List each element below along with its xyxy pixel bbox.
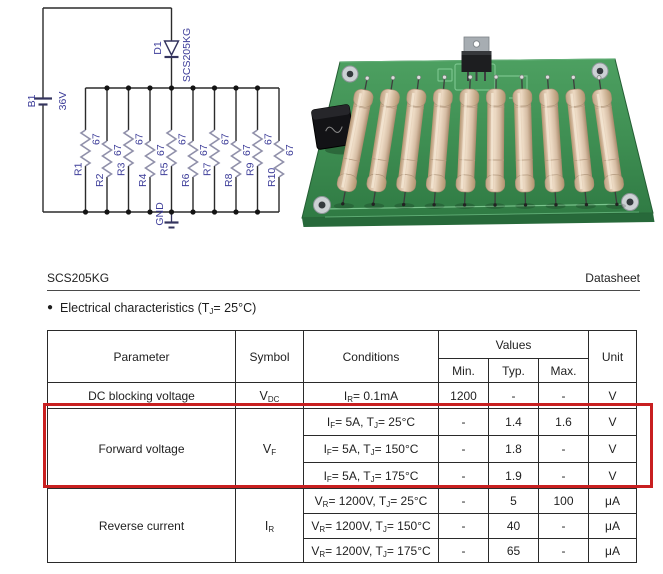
battery-ref-label: B1 [26, 94, 38, 108]
parameter-cell: DC blocking voltage [48, 383, 236, 409]
max-cell: - [539, 463, 589, 489]
typ-cell: 5 [489, 489, 539, 514]
resistor-ref-label: R8 [223, 173, 235, 187]
symbol-cell: $V_F$ [236, 409, 304, 489]
condition-cell: $V_R= 1200V$, $T_J= 175^\circ C$ [304, 539, 439, 563]
junction-dot [126, 209, 131, 214]
resistor-ref-label: R9 [244, 162, 257, 176]
col-header-parameter: Parameter [48, 331, 236, 383]
min-cell: - [439, 539, 489, 563]
diode-icon [165, 41, 179, 57]
resistor-ref-label: R3 [115, 162, 128, 176]
col-header-typ: Typ. [489, 359, 539, 383]
symbol-cell: $V_{DC}$ [236, 383, 304, 409]
section-title-text: Electrical characteristics $(T_J= 25^\circ C)$ [60, 301, 257, 316]
resistor-ref-label: R1 [72, 162, 85, 176]
unit-cell: μA [589, 489, 637, 514]
table-row [48, 383, 637, 409]
max-cell: 1.6 [539, 409, 589, 436]
pcb-svg [295, 10, 663, 258]
junction-dot [255, 85, 260, 90]
col-header-max: Max. [539, 359, 589, 383]
resistor-value-label: 67 [284, 144, 296, 156]
typ-cell: 40 [489, 514, 539, 539]
resistor-value-label: 67 [90, 133, 103, 145]
typ-cell: 1.4 [489, 409, 539, 436]
resistor-ref-label: R4 [137, 173, 149, 187]
table-row [48, 409, 637, 436]
min-cell: - [439, 514, 489, 539]
junction-dot [104, 209, 109, 214]
max-cell: - [539, 383, 589, 409]
junction-dot [104, 85, 109, 90]
parameter-cell: Reverse current [48, 489, 236, 563]
min-cell: 1200 [439, 383, 489, 409]
unit-cell: V [589, 463, 637, 489]
solder-pad [494, 75, 498, 79]
circuit-schematic [0, 0, 300, 262]
diode-part-label: SCS205KG [181, 27, 193, 83]
min-cell: - [439, 489, 489, 514]
junction-dot [212, 85, 217, 90]
unit-cell: μA [589, 514, 637, 539]
part-number: SCS205KG [47, 271, 110, 285]
junction-dot [83, 209, 88, 214]
resistor-ref-label: R10 [266, 167, 278, 187]
resistor-value-label: 67 [133, 133, 146, 145]
ground-label: GND [154, 202, 166, 226]
max-cell: - [539, 436, 589, 463]
typ-cell: - [489, 383, 539, 409]
solder-pad [520, 75, 524, 79]
resistor-value-label: 67 [262, 133, 275, 145]
resistor-ref-label: R5 [158, 162, 171, 176]
junction-dot [255, 209, 260, 214]
col-header-symbol: Symbol [236, 331, 304, 383]
section-title [47, 301, 256, 315]
resistor-cylinder [512, 75, 535, 207]
solder-pad [571, 75, 575, 79]
max-cell: 100 [539, 489, 589, 514]
parameter-cell: Forward voltage [48, 409, 236, 489]
resistor-r10 [266, 88, 296, 212]
condition-cell: $V_R= 1200V$, $T_J= 25^\circ C$ [304, 489, 439, 514]
schematic-svg [0, 0, 300, 262]
resistor-ref-label: R2 [94, 173, 106, 187]
resistor-value-label: 67 [219, 133, 232, 145]
junction-dot [169, 85, 174, 90]
condition-cell: $I_F= 5A$, $T_J= 25^\circ C$ [304, 409, 439, 436]
resistor-cylinder [486, 75, 506, 207]
resistor-r8 [223, 88, 253, 212]
wires [43, 8, 279, 212]
solder-pad [442, 75, 446, 79]
max-cell: - [539, 539, 589, 563]
resistor-r4 [137, 88, 167, 212]
resistor-r2 [94, 88, 124, 212]
condition-cell: $V_R= 1200V$, $T_J= 150^\circ C$ [304, 514, 439, 539]
junction-dot [212, 209, 217, 214]
resistor-value-label: 67 [112, 144, 124, 156]
condition-cell: $I_R= 0.1mA$ [304, 383, 439, 409]
junction-dot [147, 209, 152, 214]
solder-pad [468, 75, 472, 79]
junction-dot [190, 85, 195, 90]
solder-pad [545, 75, 549, 79]
col-header-conditions: Conditions [304, 331, 439, 383]
solder-pad [365, 76, 370, 81]
condition-cell: $I_F= 5A$, $T_J= 175^\circ C$ [304, 463, 439, 489]
table-row [48, 489, 637, 514]
solder-pad [391, 75, 396, 80]
min-cell: - [439, 436, 489, 463]
col-header-min: Min. [439, 359, 489, 383]
symbol-cell: $I_R$ [236, 489, 304, 563]
condition-cell: $I_F= 5A$, $T_J= 150^\circ C$ [304, 436, 439, 463]
doc-header [47, 271, 640, 291]
pcb-photo [295, 10, 663, 258]
bullet-icon: ● [47, 302, 54, 313]
junction-dot [147, 85, 152, 90]
junction-dot [169, 209, 174, 214]
diode-ref-label: D1 [152, 41, 164, 55]
unit-cell: V [589, 436, 637, 463]
junction-dot [233, 209, 238, 214]
solder-pad [493, 203, 496, 206]
max-cell: - [539, 514, 589, 539]
junction-dot [190, 209, 195, 214]
resistor-ref-label: R6 [180, 173, 192, 187]
resistor-value-label: 67 [198, 144, 210, 156]
col-header-values: Values [439, 331, 589, 359]
junction-dot [126, 85, 131, 90]
solder-pad [417, 75, 421, 79]
resistor-r1 [73, 88, 103, 212]
doc-type-label: Datasheet [585, 271, 640, 285]
resistor-value-label: 67 [241, 144, 253, 156]
resistor-ref-label: R7 [201, 162, 214, 176]
battery-voltage-label: 36V [57, 91, 69, 111]
unit-cell: μA [589, 539, 637, 563]
min-cell: - [439, 463, 489, 489]
resistor-r6 [180, 88, 210, 212]
col-header-unit: Unit [589, 331, 637, 383]
junction-dot [233, 85, 238, 90]
min-cell: - [439, 409, 489, 436]
typ-cell: 1.9 [489, 463, 539, 489]
solder-pad [597, 75, 602, 80]
unit-cell: V [589, 383, 637, 409]
resistor-value-label: 67 [155, 144, 167, 156]
resistor-value-label: 67 [176, 133, 189, 145]
typ-cell: 65 [489, 539, 539, 563]
unit-cell: V [589, 409, 637, 436]
typ-cell: 1.8 [489, 436, 539, 463]
electrical-characteristics-table [47, 330, 637, 563]
